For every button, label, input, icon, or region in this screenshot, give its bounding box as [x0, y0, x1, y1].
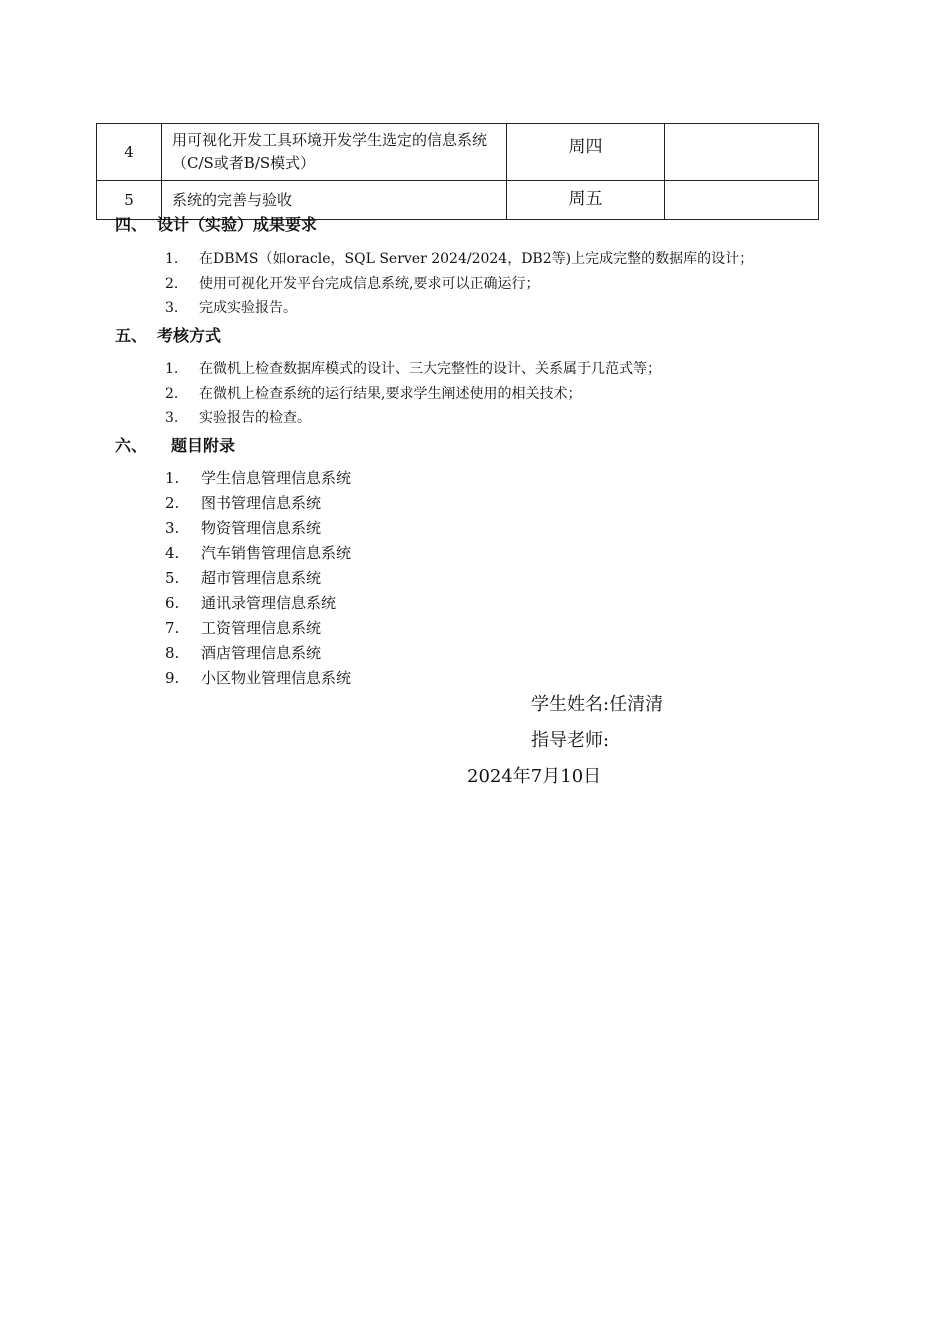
item-number: 5.: [165, 569, 180, 587]
list-item: [165, 357, 661, 382]
section-number: 五、: [115, 326, 148, 345]
row-day: 周五: [507, 181, 665, 220]
item-number: 2.: [165, 385, 179, 402]
section-title: 设计（实验）成果要求: [157, 215, 318, 234]
section-title: 考核方式: [157, 326, 222, 345]
item-text: 通讯录管理信息系统: [201, 594, 337, 612]
section-heading-topics: [115, 433, 235, 456]
item-number: 3.: [165, 410, 179, 426]
item-text: 物资管理信息系统: [201, 519, 322, 537]
item-number: 2.: [165, 494, 180, 512]
item-number: 9.: [165, 669, 180, 687]
list-item: [165, 541, 351, 566]
section-title: 题目附录: [171, 436, 236, 455]
item-number: 4.: [165, 544, 180, 562]
list-item: [165, 616, 351, 641]
item-text: 在DBMS（如oracle，SQL Server 2024/2024，DB2等)上完成完整的数据库的设计；: [199, 251, 754, 267]
item-text: 图书管理信息系统: [201, 494, 322, 512]
item-number: 3.: [165, 519, 180, 537]
assessment-list: [165, 357, 661, 431]
list-item: [165, 566, 351, 591]
item-text: 超市管理信息系统: [201, 569, 322, 587]
list-item: [165, 382, 661, 407]
schedule-table: [96, 123, 819, 220]
row-task: 用可视化开发工具环境开发学生选定的信息系统（C/S或者B/S模式）: [162, 124, 507, 181]
results-list: [165, 247, 753, 321]
list-item: [165, 466, 351, 491]
item-number: 8.: [165, 644, 180, 662]
signature-date: 2024年7月10日: [467, 766, 602, 787]
list-item: [165, 296, 753, 321]
list-item: [165, 272, 753, 297]
item-text: 汽车销售管理信息系统: [201, 544, 352, 562]
list-item: [165, 247, 753, 272]
item-text: 工资管理信息系统: [201, 619, 322, 637]
row-task: 系统的完善与验收: [162, 181, 507, 220]
section-number: 四、: [115, 215, 148, 234]
row-note: [665, 124, 819, 181]
row-number: 4: [97, 124, 162, 181]
list-item: [165, 516, 351, 541]
item-number: 1.: [165, 469, 180, 487]
section-heading-results: [115, 212, 317, 235]
item-number: 1.: [165, 251, 179, 267]
item-text: 小区物业管理信息系统: [201, 669, 352, 687]
item-text: 酒店管理信息系统: [201, 644, 322, 662]
list-item: [165, 491, 351, 516]
list-item: [165, 591, 351, 616]
item-number: 2.: [165, 275, 179, 292]
topics-list: [165, 466, 351, 691]
list-item: [165, 406, 661, 431]
list-item: [165, 666, 351, 691]
row-number: 5: [97, 181, 162, 220]
item-number: 1.: [165, 361, 179, 377]
item-number: 3.: [165, 300, 179, 316]
item-text: 在微机上检查系统的运行结果,要求学生阐述使用的相关技术；: [199, 385, 582, 402]
student-name: 学生姓名:任清清: [531, 694, 664, 715]
table-row: [97, 124, 819, 181]
row-day: 周四: [507, 124, 665, 181]
item-text: 在微机上检查数据库模式的设计、三大完整性的设计、关系属于几范式等；: [199, 361, 661, 377]
advisor-name: 指导老师:: [531, 730, 610, 751]
row-note: [665, 181, 819, 220]
item-text: 实验报告的检查。: [199, 410, 311, 426]
section-number: 六、: [115, 436, 148, 455]
item-number: 6.: [165, 594, 180, 612]
item-text: 完成实验报告。: [199, 300, 297, 316]
item-text: 学生信息管理信息系统: [201, 469, 352, 487]
item-number: 7.: [165, 619, 180, 637]
section-heading-assessment: [115, 323, 221, 346]
list-item: [165, 641, 351, 666]
item-text: 使用可视化开发平台完成信息系统,要求可以正确运行；: [199, 275, 540, 292]
